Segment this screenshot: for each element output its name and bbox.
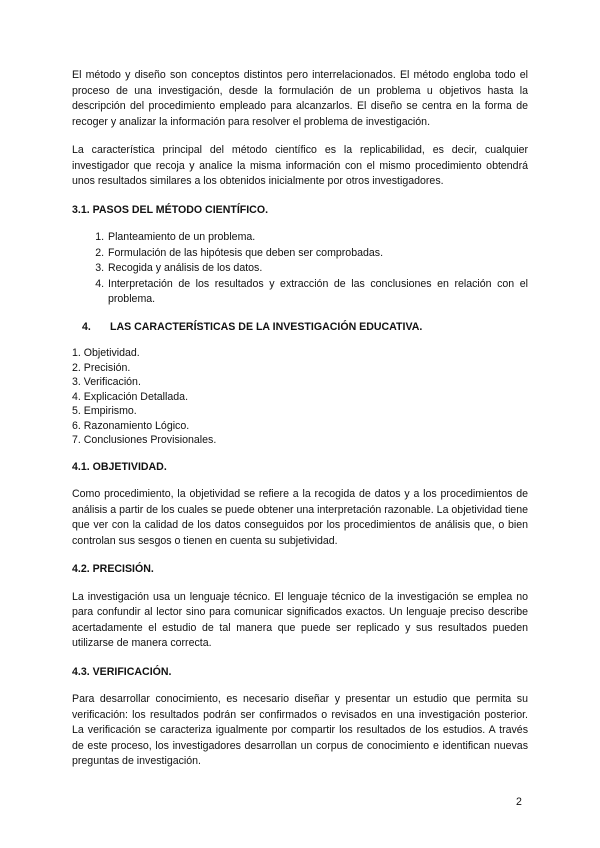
document-page bbox=[72, 68, 528, 770]
section-4-1-heading: 4.1. OBJETIVIDAD. bbox=[72, 460, 167, 473]
scientific-method-steps-list bbox=[72, 230, 528, 308]
intro-paragraph-2: La característica principal del método científico es la replicabilidad, es decir, cualquier investigador que recoja y analice la misma información con el mismo procedimiento obtendrá unos resultados similares a los obtenidos inicialmente por otros investigadores. bbox=[72, 144, 528, 187]
section-4-3-heading: 4.3. VERIFICACIÓN. bbox=[72, 665, 172, 678]
list-item: 4. Explicación Detallada. bbox=[72, 390, 189, 403]
page-number: 2 bbox=[516, 796, 522, 808]
section-4-title: LAS CARACTERÍSTICAS DE LA INVESTIGACIÓN EDUCATIVA. bbox=[110, 320, 423, 333]
list-item: 1. Objetividad. bbox=[72, 347, 140, 359]
intro-paragraph-1: El método y diseño son conceptos distintos pero interrelacionados. El método engloba todo el proceso de una investigación, desde la formulación de un problema u objetivos hasta la descripción del procedimiento empleado para alcanzarlos. El diseño se centra en la forma de recoger y analizar la información para resolver el problema de investigación. bbox=[72, 69, 528, 128]
list-item: 1. Planteamiento de un problema. bbox=[107, 230, 528, 246]
list-item: 7. Conclusiones Provisionales. bbox=[72, 434, 217, 446]
list-item: 2. Formulación de las hipótesis que deben ser comprobadas. bbox=[107, 246, 528, 262]
verification-paragraph: Para desarrollar conocimiento, es necesario diseñar y presentar un estudio que permita su verificación: los resultados podrán ser confirmados o revisados en una investigación posterior. La verificación se caracteriza igualmente por compartir los resultados de los estudios. A través de este proceso, los investigadores desarrollan un corpus de conocimiento e identifican nuevas preguntas de investigación. bbox=[72, 693, 528, 767]
list-item: 6. Razonamiento Lógico. bbox=[72, 419, 190, 432]
list-item: 3. Recogida y análisis de los datos. bbox=[107, 261, 528, 277]
objectivity-paragraph: Como procedimiento, la objetividad se refiere a la recogida de datos y a los procedimientos de análisis a partir de los cuales se puede obtener una interpretación razonable. La objetividad tiene que ver con la calidad de los datos conseguidos por los procedimientos de análisis que, o bien controlan sus sesgos o tienen en cuenta su subjetividad. bbox=[72, 488, 528, 547]
list-item: 3. Verificación. bbox=[72, 376, 141, 388]
list-item: 4. Interpretación de los resultados y extracción de las conclusiones en relación con el problema. bbox=[107, 277, 528, 308]
section-4-number: 4. bbox=[82, 320, 91, 333]
characteristics-list bbox=[72, 346, 528, 448]
section-4-heading bbox=[72, 320, 528, 336]
section-3-1-heading: 3.1. PASOS DEL MÉTODO CIENTÍFICO. bbox=[72, 203, 269, 216]
list-item: 5. Empirismo. bbox=[72, 405, 137, 417]
section-4-2-heading: 4.2. PRECISIÓN. bbox=[72, 563, 154, 575]
list-item: 2. Precisión. bbox=[72, 361, 131, 374]
precision-paragraph: La investigación usa un lenguaje técnico. El lenguaje técnico de la investigación se emplea no para confundir al lector sino para comunicar significados exactos. Un lenguaje preciso describe acertadamente el estudio de tal manera que puede ser replicado y sus resultados pueden utilizarse de manera correcta. bbox=[72, 590, 528, 649]
